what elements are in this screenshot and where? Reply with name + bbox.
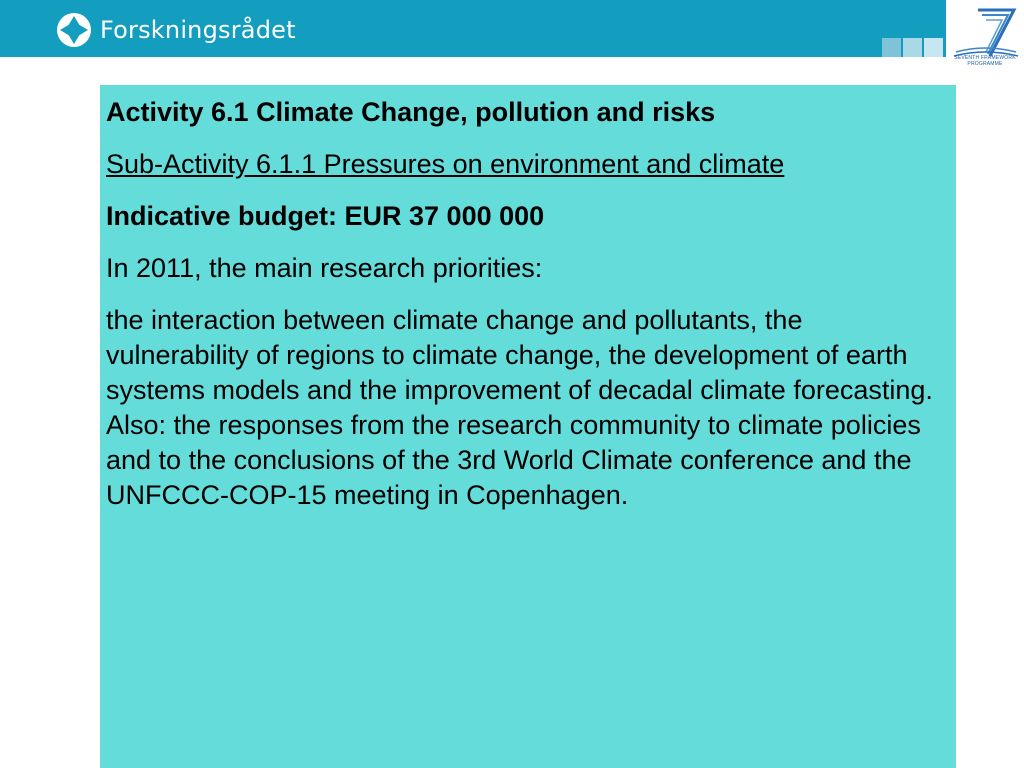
header-bar <box>0 0 946 57</box>
decorative-squares <box>882 38 945 57</box>
content-box <box>100 85 956 768</box>
square-icon <box>903 38 922 57</box>
intro-text: In 2011, the main research priorities: <box>106 253 543 283</box>
research-council-logo-icon <box>56 12 92 48</box>
fp7-caption <box>951 55 1019 67</box>
org-brand <box>56 12 296 48</box>
activity-title: Activity 6.1 Climate Change, pollution and risks <box>106 97 716 127</box>
fp7-caption-line: SEVENTH FRAMEWORK <box>954 55 1016 61</box>
sub-activity-title: Sub-Activity 6.1.1 Pressures on environment and climate <box>106 149 785 179</box>
budget-line: Indicative budget: EUR 37 000 000 <box>106 201 545 231</box>
square-icon <box>924 38 943 57</box>
square-icon <box>882 38 901 57</box>
priorities-text: the interaction between climate change and pollutants, the vulnerability of regions to climate change, the development of earth systems models and the improvement of decadal climate forecasting. Also: the responses from the research community to climate policies and to the conclusions of the 3rd World Climate conference and the UNFCCC-COP-15 meeting in Copenhagen. <box>106 305 933 510</box>
org-name: Forskningsrådet <box>100 16 296 44</box>
fp7-caption-line: PROGRAMME <box>967 61 1003 67</box>
